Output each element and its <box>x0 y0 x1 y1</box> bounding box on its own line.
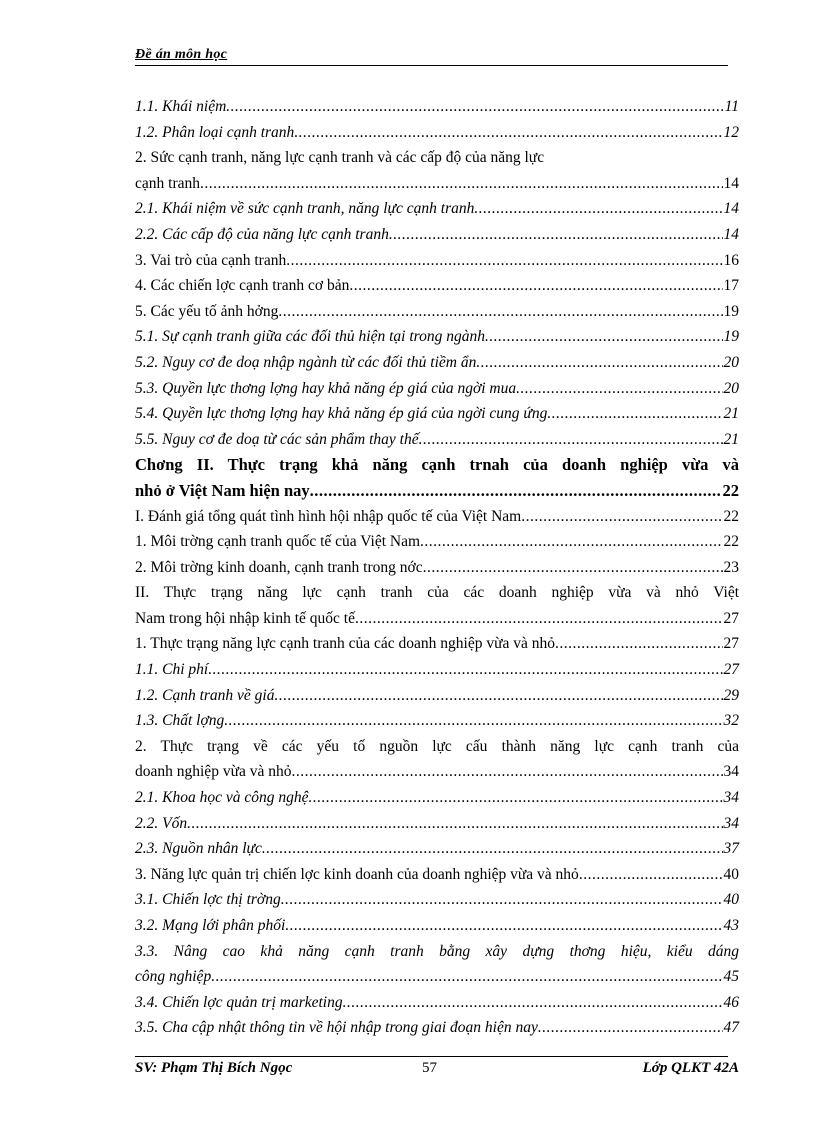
toc-entry <box>135 529 739 555</box>
toc-dot-leader <box>187 811 722 837</box>
toc-entry <box>135 452 739 478</box>
toc-entry <box>135 478 739 504</box>
toc-dot-leader <box>226 94 723 120</box>
toc-dot-leader <box>521 504 722 530</box>
toc-entry-page: 27 <box>723 609 739 627</box>
toc-dot-leader <box>349 273 722 299</box>
toc-entry <box>135 734 739 760</box>
footer-divider <box>135 1056 728 1057</box>
toc-dot-leader <box>355 606 723 632</box>
toc-entry-title: Nam trong hội nhập kinh tế quốc tế <box>135 609 355 627</box>
toc-entry-page: 46 <box>723 993 739 1011</box>
toc-entry-title: 3.2. Mạng lới phân phối <box>135 917 286 934</box>
toc-dot-leader <box>291 759 722 785</box>
toc-entry <box>135 145 739 171</box>
toc-entry-page: 22 <box>723 533 739 551</box>
toc-entry-page: 22 <box>723 507 739 525</box>
toc-entry-page: 34 <box>723 789 739 807</box>
toc-entry-page: 20 <box>723 353 739 371</box>
toc-dot-leader <box>286 248 722 274</box>
toc-entry-title: 4. Các chiến lợc cạnh tranh cơ bản <box>135 277 350 295</box>
toc-entry-page: 17 <box>723 277 739 295</box>
toc-entry-title: doanh nghiệp vừa và nhỏ <box>135 763 292 781</box>
toc-entry-page: 21 <box>723 405 739 423</box>
toc-entry-page: 43 <box>723 917 739 934</box>
toc-entry <box>135 939 739 965</box>
toc-entry <box>135 708 739 734</box>
toc-entry <box>135 120 739 146</box>
toc-entry-page: 32 <box>723 712 739 730</box>
toc-entry-title: 5.5. Nguy cơ đe doạ từ các sản phẩm thay thế <box>135 430 419 448</box>
toc-entry <box>135 171 739 197</box>
toc-dot-leader <box>555 631 722 657</box>
toc-entry-title: 2.2. Các cấp độ của năng lực cạnh tranh <box>135 225 389 243</box>
toc-dot-leader <box>211 964 722 990</box>
toc-entry <box>135 324 739 350</box>
page-header <box>135 47 728 66</box>
toc-entry-page: 16 <box>723 251 739 269</box>
toc-entry-page: 19 <box>723 328 739 346</box>
toc-entry-page: 21 <box>723 430 739 448</box>
toc-dot-leader <box>278 299 722 325</box>
toc-entry-title: I. Đánh giá tổng quát tình hình hội nhập quốc tế của Việt Nam <box>135 507 522 525</box>
toc-entry-title: 2.1. Khái niệm về sức cạnh tranh, năng lực cạnh tranh <box>135 200 475 218</box>
toc-entry <box>135 606 739 632</box>
toc-entry <box>135 759 739 785</box>
toc-entry-title: 2.2. Vốn <box>135 814 188 832</box>
toc-entry-page: 29 <box>723 686 739 704</box>
toc-entry <box>135 836 739 862</box>
toc-entry <box>135 222 739 248</box>
toc-entry-title: 2.3. Nguồn nhân lực <box>135 840 262 858</box>
toc-entry <box>135 504 739 530</box>
toc-entry-title: 1.1. Khái niệm <box>135 98 227 115</box>
toc-entry-title: 2. Môi trờng kinh doanh, cạnh tranh trong nớc <box>135 558 423 576</box>
toc-entry-page: 45 <box>723 968 739 986</box>
toc-dot-leader <box>485 324 723 350</box>
toc-entry <box>135 785 739 811</box>
toc-dot-leader <box>308 785 722 811</box>
toc-entry <box>135 376 739 402</box>
toc-entry-title: 1.3. Chất lợng <box>135 712 225 730</box>
footer-page-number: 57 <box>422 1060 437 1076</box>
toc-dot-leader <box>262 836 723 862</box>
toc-dot-leader <box>281 887 723 913</box>
toc-entry <box>135 1015 739 1041</box>
toc-dot-leader <box>200 171 723 197</box>
toc-entry-title: 3.4. Chiến lợc quản trị marketing <box>135 993 343 1011</box>
toc-entry-title: 1.1. Chi phí <box>135 661 209 679</box>
toc-dot-leader <box>516 376 722 402</box>
toc-entry-title: 2. Sức cạnh tranh, năng lực cạnh tranh và các cấp độ của năng lực <box>135 149 545 167</box>
toc-entry-title: 3.1. Chiến lợc thị trờng <box>135 891 281 909</box>
toc-dot-leader <box>294 120 722 146</box>
toc-dot-leader <box>476 350 722 376</box>
toc-entry-title: 5.1. Sự cạnh tranh giữa các đối thủ hiện tại trong ngành <box>135 328 485 346</box>
toc-entry <box>135 427 739 453</box>
toc-entry-title: 3.3. Nâng cao khả năng cạnh tranh bằng xây dựng thơng hiệu, kiểu dáng <box>135 942 739 960</box>
toc-entry-page: 37 <box>723 840 739 858</box>
toc-dot-leader <box>423 555 723 581</box>
toc-dot-leader <box>310 478 722 504</box>
toc-entry-title: cạnh tranh <box>135 174 200 192</box>
toc-entry-page: 34 <box>723 814 739 832</box>
toc-entry-page: 12 <box>723 123 739 141</box>
toc-entry-page: 14 <box>723 200 739 218</box>
toc-entry-title: II. Thực trạng năng lực cạnh tranh của các doanh nghiệp vừa và nhỏ Việt <box>135 584 739 602</box>
toc-dot-leader <box>285 913 722 939</box>
toc-entry-title: 3.5. Cha cập nhật thông tin về hội nhập trong giai đoạn hiện nay <box>135 1019 538 1037</box>
toc-entry-title: 5. Các yếu tố ảnh hởng <box>135 302 279 320</box>
toc-entry-title: 5.3. Quyền lực thơng lợng hay khả năng ép giá của ngời mua <box>135 379 517 397</box>
toc-entry <box>135 887 739 913</box>
toc-entry-title: 1. Thực trạng năng lực cạnh tranh của các doanh nghiệp vừa và nhỏ <box>135 635 556 653</box>
toc-entry-title: 1.2. Cạnh tranh về giá <box>135 686 275 704</box>
toc-entry <box>135 964 739 990</box>
toc-entry-title: 5.4. Quyền lực thơng lợng hay khả năng ép giá của ngời cung ứng <box>135 405 548 423</box>
toc-entry-title: nhỏ ở Việt Nam hiện nay <box>135 480 310 500</box>
toc-entry-page: 27 <box>723 635 739 653</box>
footer-author: SV: Phạm Thị Bích Ngọc <box>135 1060 293 1076</box>
toc-entry <box>135 94 739 120</box>
toc-dot-leader <box>419 427 723 453</box>
toc-entry-title: 2.1. Khoa học và công nghệ <box>135 789 309 807</box>
table-of-contents <box>135 94 739 1041</box>
header-title: Đề án môn học <box>135 47 228 62</box>
footer-class: Lớp QLKT 42A <box>642 1060 739 1076</box>
toc-dot-leader <box>275 683 723 709</box>
toc-entry <box>135 657 739 683</box>
toc-entry-page: 27 <box>723 661 739 679</box>
toc-entry-title: 3. Năng lực quản trị chiến lợc kinh doanh của doanh nghiệp vừa và nhỏ <box>135 865 579 883</box>
toc-entry-title: 2. Thực trạng về các yếu tố nguồn lực cấu thành năng lực cạnh tranh của <box>135 737 739 755</box>
toc-entry-title: công nghiệp <box>135 968 212 986</box>
toc-dot-leader <box>420 529 722 555</box>
toc-entry-page: 22 <box>722 480 739 500</box>
toc-entry-page: 23 <box>723 558 739 576</box>
toc-entry-page: 40 <box>723 865 739 883</box>
toc-dot-leader <box>579 862 723 888</box>
toc-entry-page: 47 <box>723 1019 739 1037</box>
toc-entry-title: 1.2. Phân loại cạnh tranh <box>135 123 295 141</box>
toc-entry-page: 11 <box>724 98 739 115</box>
toc-entry <box>135 811 739 837</box>
toc-entry <box>135 555 739 581</box>
toc-entry <box>135 273 739 299</box>
toc-entry <box>135 913 739 939</box>
toc-entry-page: 14 <box>723 174 739 192</box>
toc-entry <box>135 196 739 222</box>
toc-entry <box>135 990 739 1016</box>
toc-entry <box>135 631 739 657</box>
toc-entry-title: 3. Vai trò của cạnh tranh <box>135 251 287 269</box>
toc-entry-page: 34 <box>723 763 739 781</box>
toc-entry <box>135 350 739 376</box>
toc-entry <box>135 683 739 709</box>
page-footer <box>135 1060 739 1080</box>
toc-entry-title: Chơng II. Thực trạng khả năng cạnh trnah của doanh nghiệp vừa và <box>135 455 739 475</box>
toc-entry-page: 19 <box>723 302 739 320</box>
toc-entry <box>135 580 739 606</box>
toc-entry <box>135 299 739 325</box>
toc-entry <box>135 401 739 427</box>
toc-dot-leader <box>474 196 722 222</box>
toc-dot-leader <box>547 401 722 427</box>
toc-dot-leader <box>343 990 723 1016</box>
toc-dot-leader <box>538 1015 723 1041</box>
toc-entry-page: 14 <box>723 225 739 243</box>
toc-dot-leader <box>208 657 722 683</box>
toc-entry <box>135 862 739 888</box>
toc-entry-page: 40 <box>723 891 739 909</box>
toc-entry <box>135 248 739 274</box>
toc-dot-leader <box>224 708 722 734</box>
toc-entry-title: 5.2. Nguy cơ đe doạ nhập ngành từ các đối thủ tiềm ẩn <box>135 353 477 371</box>
toc-entry-page: 20 <box>723 379 739 397</box>
toc-dot-leader <box>389 222 723 248</box>
toc-entry-title: 1. Môi trờng cạnh tranh quốc tế của Việt Nam <box>135 533 421 551</box>
